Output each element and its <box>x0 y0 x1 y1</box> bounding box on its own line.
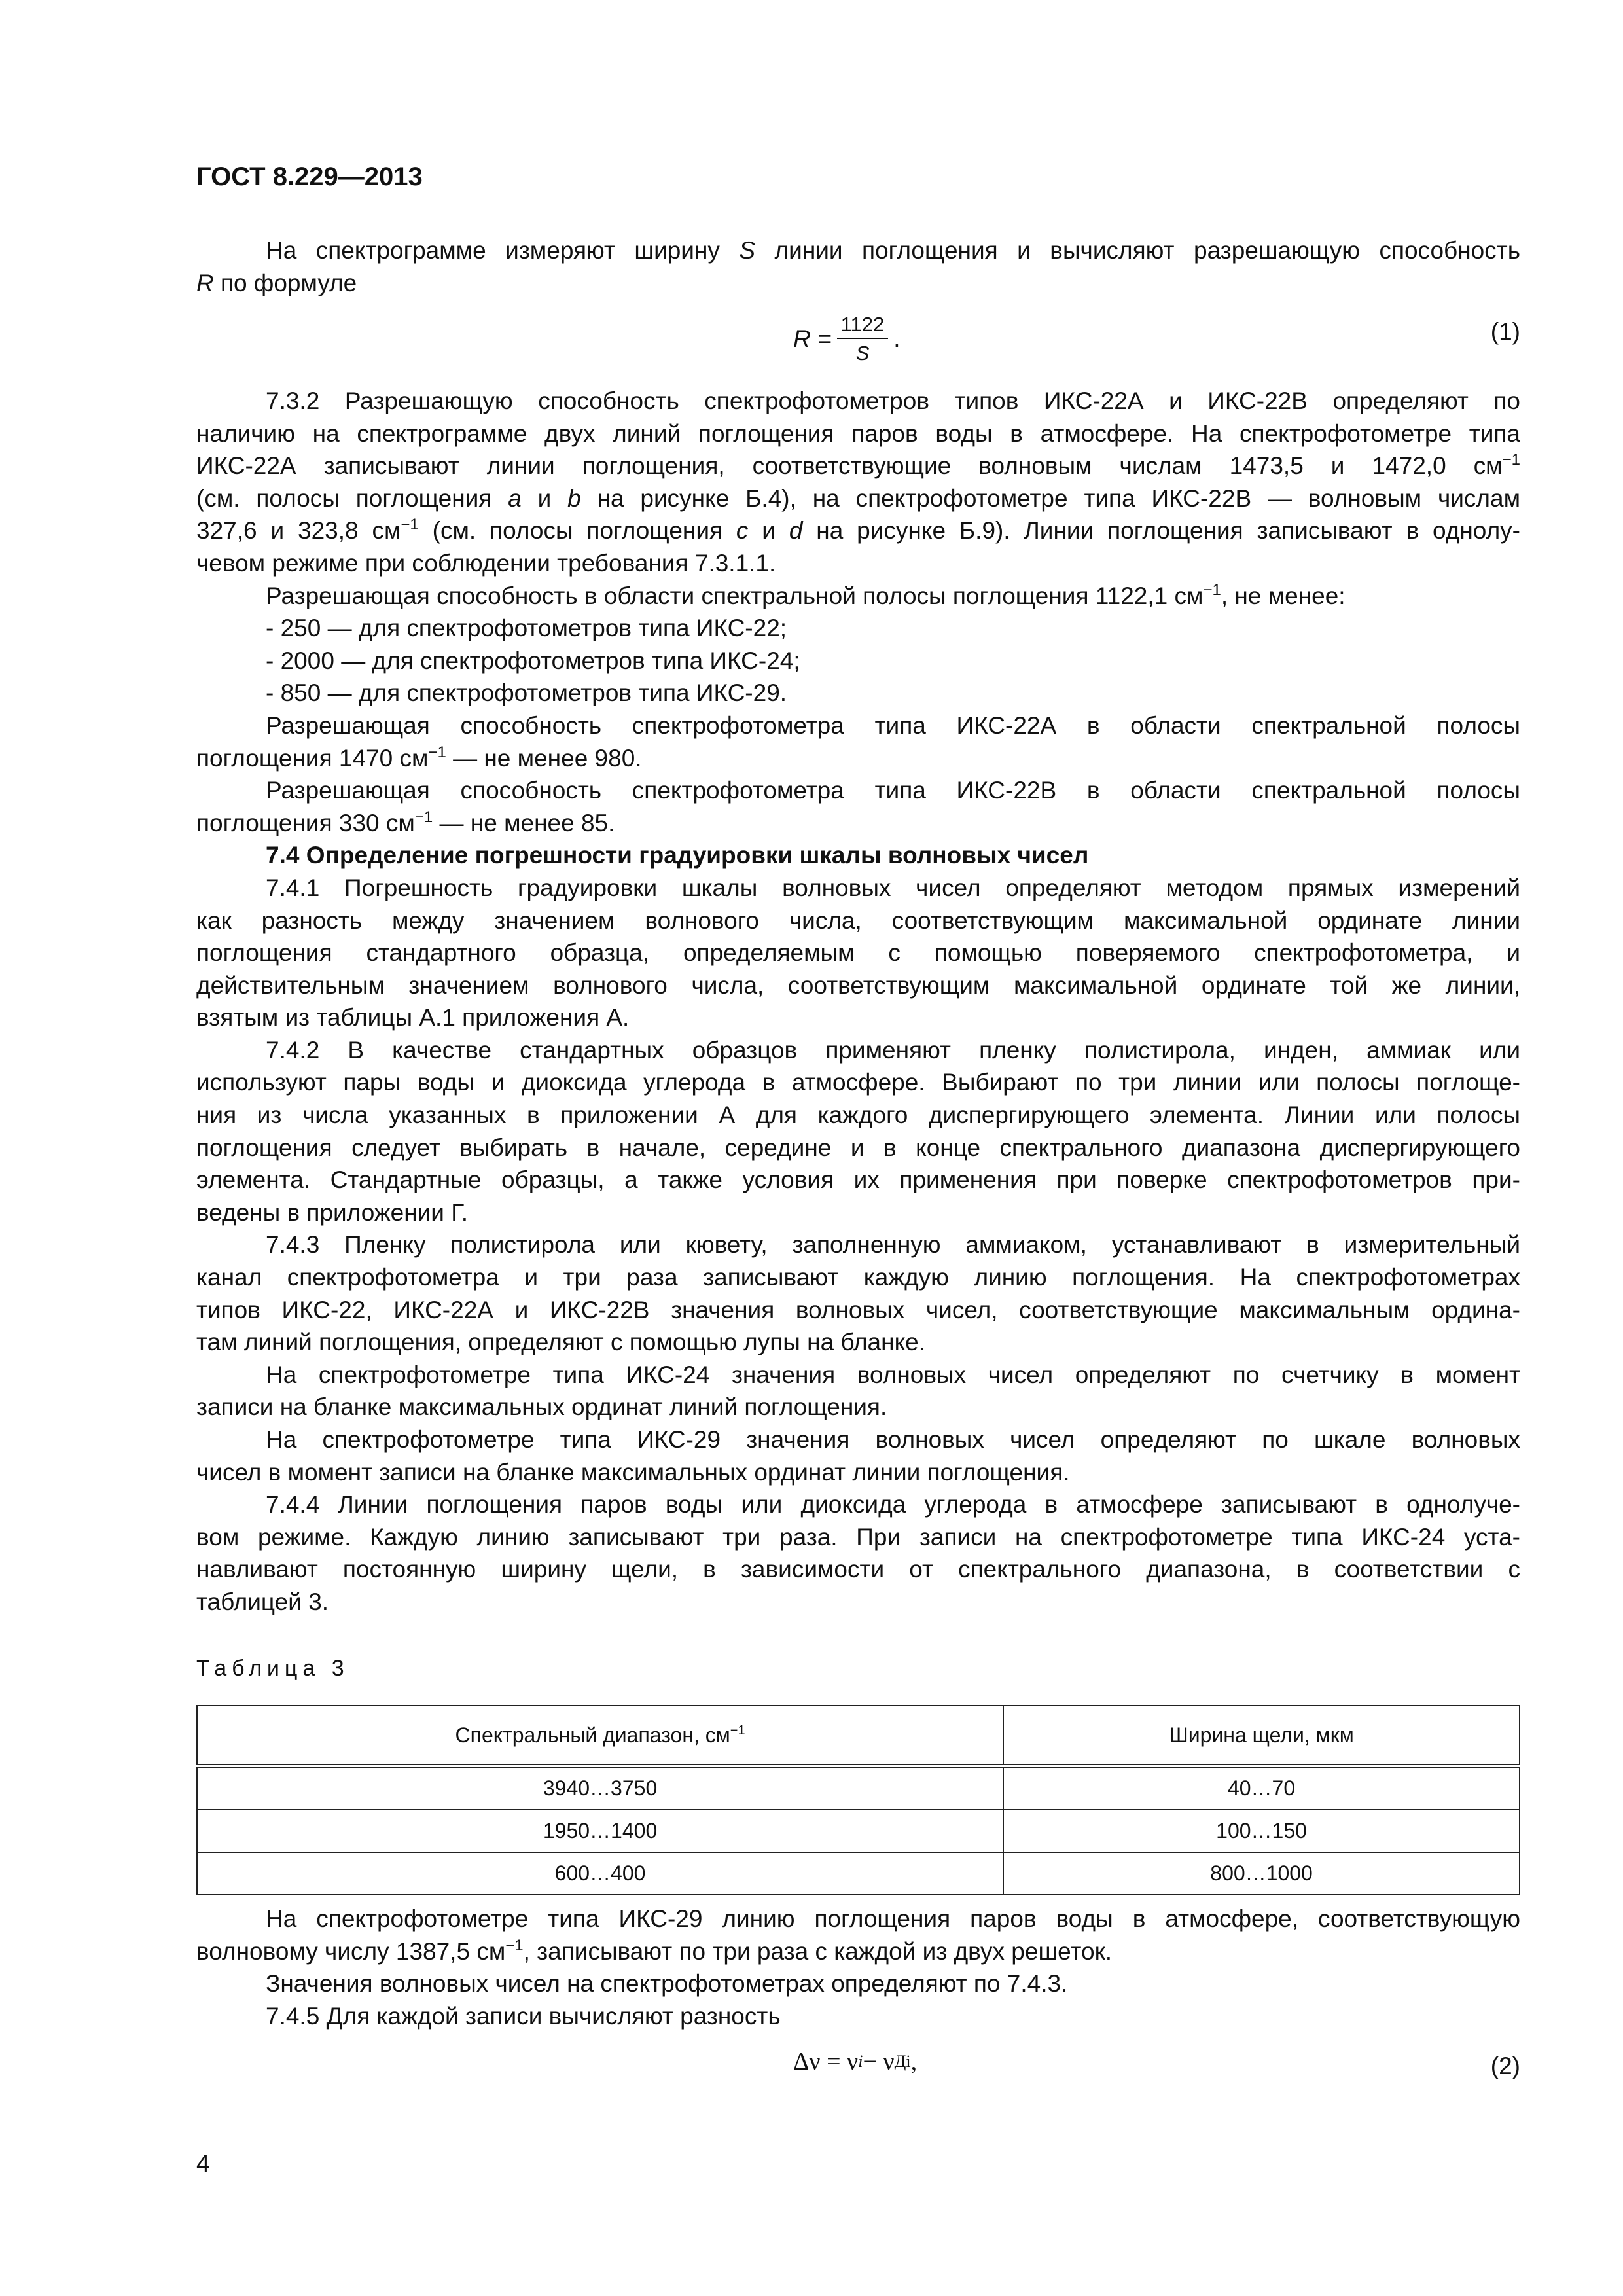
text-line: чевом режиме при соблюдении требования 7.3.1.1. <box>196 549 776 577</box>
table-header-row <box>197 1706 1520 1766</box>
text-line: Разрешающая способность спектрофотометра типа ИКС-22А в области спектральной полосы <box>266 711 1520 739</box>
superscript: −1 <box>1203 581 1221 599</box>
cell: 40…70 <box>1003 1766 1520 1810</box>
text-line: поглощения 330 $см^{-1}$ — не менее 85. <box>196 808 615 836</box>
formula-1-fraction <box>837 313 889 365</box>
text-line: поглощения стандартного образца, определяемым с помощью поверяемого спектрофотометра, и <box>196 939 1520 967</box>
cell: 800…1000 <box>1003 1852 1520 1895</box>
paragraph <box>196 872 1520 1034</box>
text-line: 7.4.1 Погрешность градуировки шкалы волновых чисел определяют методом прямых измерений <box>266 874 1520 901</box>
paragraph <box>196 645 1520 677</box>
text-line: поглощения следует выбирать в начале, середине и в конце спектрального диапазона диспергирующего <box>196 1134 1520 1161</box>
formula-1-number: (1) <box>1490 318 1520 345</box>
italic-symbol: S <box>739 237 756 264</box>
formula-2-lhs: Δν = ν <box>793 2048 859 2075</box>
text-line: поглощения 1470 $см^{-1}$ — не менее 980. <box>196 743 642 772</box>
text-line: там линий поглощения, определяют с помощью лупы на бланке. <box>196 1329 926 1356</box>
text-line: наличию на спектрограмме двух линий поглощения паров воды в атмосфере. На спектрофотометре типа <box>196 420 1520 447</box>
text-line: взятым из таблицы А.1 приложения А. <box>196 1004 630 1031</box>
paragraph <box>196 709 1520 774</box>
paragraph <box>196 1424 1520 1488</box>
paragraph <box>196 234 1520 299</box>
formula-1-numerator: 1122 <box>837 313 889 339</box>
paragraph <box>196 1903 1520 1967</box>
formula-2-number: (2) <box>1490 2053 1520 2079</box>
table-caption: Таблица 3 <box>196 1656 349 1681</box>
superscript: −1 <box>505 1936 524 1954</box>
cell: 600…400 <box>197 1852 1003 1895</box>
text-line: На спектрофотометре типа ИКС-29 значения волновых чисел определяют по шкале волновых <box>266 1426 1520 1453</box>
section-heading <box>196 839 1520 872</box>
text-line: - 250 — для спектрофотометров типа ИКС-22; <box>266 615 787 642</box>
header-label: Спектральный диапазон, см <box>455 1723 730 1747</box>
paragraph-block-3 <box>196 1903 1520 2032</box>
text-line: ведены в приложении Г. <box>196 1198 469 1226</box>
text-line: (см. полосы поглощения a и b на рисунке Б.4), на спектрофотометре типа ИКС-22В — волновым числам <box>196 484 1521 512</box>
text-line: как разность между значением волнового числа, соответствующим максимальной ординате линии <box>196 906 1520 934</box>
table-3 <box>196 1705 1520 1895</box>
formula-1 <box>196 313 1520 365</box>
text-line: 7.3.2 Разрешающую способность спектрофотометров типов ИКС-22А и ИКС-22В определяют по <box>266 387 1520 414</box>
paragraph <box>196 2000 1520 2033</box>
italic-symbol: a <box>508 484 522 512</box>
table-row <box>197 1766 1520 1810</box>
text-line: вом режиме. Каждую линию записывают три раза. При записи на спектрофотометре типа ИКС-24 уста- <box>196 1523 1520 1551</box>
header-spectral-range <box>197 1706 1003 1766</box>
paragraph <box>196 385 1520 580</box>
formula-2-body <box>793 2047 917 2076</box>
paragraph-block-2 <box>196 385 1520 1619</box>
paragraph <box>196 677 1520 709</box>
formula-1-body <box>793 313 901 365</box>
formula-2-sub-i: i <box>858 2052 863 2071</box>
text-line: На спектрофотометре типа ИКС-24 значения волновых чисел определяют по счетчику в момент <box>266 1361 1520 1388</box>
text-line: типов ИКС-22, ИКС-22А и ИКС-22В значения волновых чисел, соответствующие максимальным ордина- <box>196 1296 1520 1323</box>
text-line: 327,6 и 323,8 $см^{-1}$ (см. полосы поглощения c и d на рисунке Б.9). Линии поглощения записывают в однолу- <box>196 516 1520 545</box>
italic-symbol: b <box>567 484 581 512</box>
superscript: −1 <box>428 743 446 761</box>
text-line: используют пары воды и диоксида углерода в атмосфере. Выбирают по три линии или полосы поглоще- <box>196 1069 1520 1096</box>
text-line: R по формуле <box>196 269 357 296</box>
text-line: таблицей 3. <box>196 1588 329 1615</box>
text-line: 7.4.4 Линии поглощения паров воды или диоксида углерода в атмосфере записывают в однолуче- <box>266 1491 1520 1518</box>
formula-1-denominator: S <box>855 342 870 365</box>
cell: 100…150 <box>1003 1810 1520 1852</box>
text-line: 7.4.3 Пленку полистирола или кювету, заполненную аммиаком, устанавливают в измерительный <box>266 1231 1520 1259</box>
superscript: −1 <box>401 516 419 534</box>
text-line: волновому числу 1387,5 $см^{-1}$, записывают по три раза с каждой из двух решеток. <box>196 1936 1113 1965</box>
cell: 3940…3750 <box>197 1766 1003 1810</box>
text-line: На спектрофотометре типа ИКС-29 линию поглощения паров воды в атмосфере, соответствующую <box>266 1905 1520 1932</box>
superscript: −1 <box>414 808 433 826</box>
text-line: действительным значением волнового числа, соответствующим максимальной ординате той же линии, <box>196 971 1520 999</box>
text-line: 7.4.5 Для каждой записи вычисляют разность <box>266 2002 781 2030</box>
paragraph <box>196 1359 1520 1424</box>
formula-1-lhs: R = <box>793 325 832 352</box>
text-line: - 850 — для спектрофотометров типа ИКС-29. <box>266 679 787 707</box>
paragraph <box>196 1967 1520 2000</box>
paragraph-block-1 <box>196 234 1520 299</box>
superscript: −1 <box>1502 451 1520 469</box>
paragraph <box>196 612 1520 645</box>
paragraph <box>196 774 1520 839</box>
text-line: На спектрограмме измеряют ширину S линии поглощения и вычисляют разрешающую способность <box>266 237 1520 264</box>
paragraph <box>196 580 1520 613</box>
text-line: Значения волновых чисел на спектрофотометрах определяют по 7.4.3. <box>266 1970 1068 1998</box>
formula-2-minus: − ν <box>863 2048 895 2075</box>
text-line: записи на бланке максимальных ординат линий поглощения. <box>196 1393 887 1421</box>
text-line: ИКС-22А записывают линии поглощения, соответствующие волновым числам 1473,5 и 1472,0 $см^{-1}$ <box>196 451 1520 480</box>
formula-2-tail: , <box>910 2048 918 2075</box>
text-line: элемента. Стандартные образцы, а также условия их применения при поверке спектрофотометров при- <box>196 1166 1520 1194</box>
text-line: 7.4 Определение погрешности градуировки шкалы волновых чисел <box>266 842 1089 869</box>
header-sup: −1 <box>730 1723 745 1738</box>
paragraph <box>196 1488 1520 1618</box>
text-line: - 2000 — для спектрофотометров типа ИКС-24; <box>266 647 800 674</box>
table-row <box>197 1810 1520 1852</box>
page-number: 4 <box>196 2150 210 2177</box>
italic-symbol: R <box>196 269 214 296</box>
formula-2 <box>196 2047 1520 2100</box>
document-header: ГОСТ 8.229—2013 <box>196 162 423 191</box>
formula-2-sub-di: Дi <box>894 2052 911 2071</box>
italic-symbol: c <box>736 517 749 545</box>
italic-symbol: d <box>789 517 803 545</box>
formula-1-tail: . <box>893 325 901 352</box>
text-line: Разрешающая способность спектрофотометра типа ИКС-22В в области спектральной полосы <box>266 777 1520 804</box>
paragraph <box>196 1034 1520 1229</box>
paragraph <box>196 1229 1520 1358</box>
text-line: 7.4.2 В качестве стандартных образцов применяют пленку полистирола, инден, аммиак или <box>266 1036 1520 1064</box>
text-line: Разрешающая способность в области спектральной полосы поглощения 1122,1 $см^{-1}$, не менее: <box>266 581 1346 609</box>
text-line: чисел в момент записи на бланке максимальных ординат линии поглощения. <box>196 1458 1070 1486</box>
header-label: Ширина щели, мкм <box>1169 1723 1354 1747</box>
cell: 1950…1400 <box>197 1810 1003 1852</box>
text-line: канал спектрофотометра и три раза записывают каждую линию поглощения. На спектрофотометрах <box>196 1264 1520 1291</box>
table-row <box>197 1852 1520 1895</box>
header-slit-width <box>1003 1706 1520 1766</box>
text-line: навливают постоянную ширину щели, в зависимости от спектрального диапазона, в соответствии с <box>196 1556 1520 1583</box>
text-line: ния из числа указанных в приложении А для каждого диспергирующего элемента. Линии или полосы <box>196 1102 1520 1129</box>
